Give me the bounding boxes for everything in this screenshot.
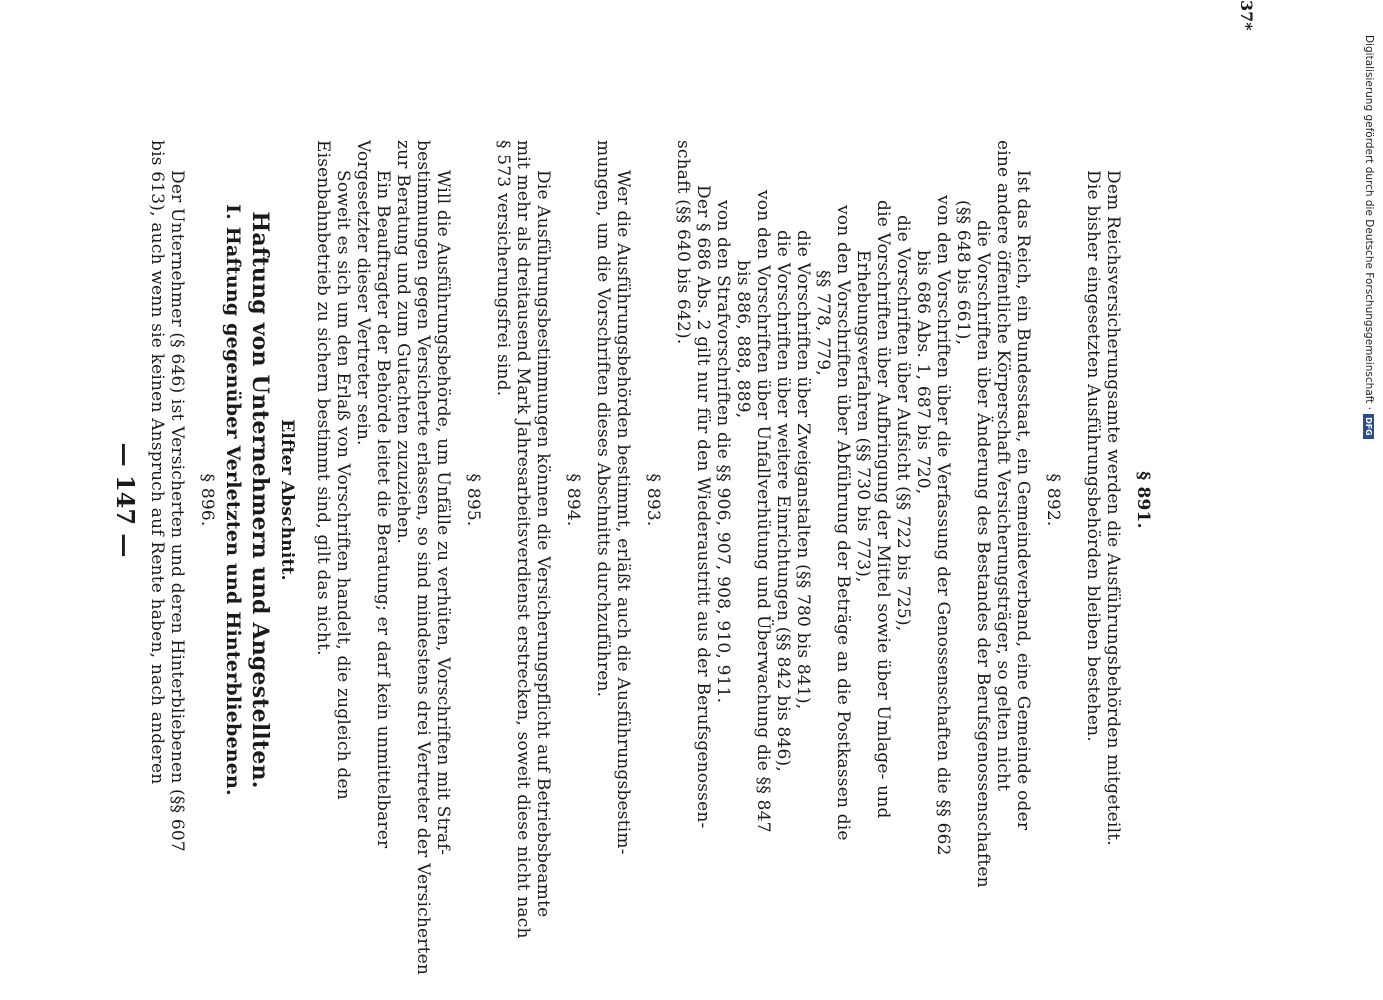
text-line: Haftung von Unternehmern und Angestellten. — [247, 211, 273, 789]
section-heading: § 892. — [1043, 473, 1063, 527]
text-line: Will die Ausführungsbehörde, um Unfälle zu verhüten, Vorschriften mit Straf- — [433, 170, 453, 856]
text-line: Der Unternehmer (§ 646) ist Versicherten und deren Hinterbliebenen (§§ 607 — [167, 170, 187, 852]
text-line: die Vorschriften über Zweiganstalten (§§ 780 bis 841), — [793, 230, 813, 710]
text-line: Eisenbahnbetrieb zu sichern bestimmt sind, gilt das nicht. — [313, 140, 333, 656]
text-line: die Vorschriften über weitere Einrichtungen (§§ 842 bis 846), — [773, 230, 793, 772]
text-line: Ist das Reich, ein Bundesstaat, ein Gemeindeverband, eine Gemeinde oder — [1013, 170, 1033, 831]
text-line: mit mehr als dreitausend Mark Jahresarbeitsverdienst erstrecken, soweit diese nicht nach — [513, 140, 533, 939]
text-line: von den Vorschriften über Abführung der Beträge an die Postkassen die — [833, 205, 853, 841]
dfg-logo: DFG — [1364, 414, 1375, 439]
text-line: bis 886, 888, 889, — [733, 260, 753, 419]
text-line: die Vorschriften über Änderung des Bestandes der Berufsgenossenschaften — [973, 220, 993, 888]
text-line: die Vorschriften über Aufsicht (§§ 722 bis 725), — [893, 215, 913, 632]
text-line: schaft (§§ 640 bis 642). — [673, 140, 693, 345]
text-line: I. Haftung gegenüber Verletzten und Hinterbliebenen. — [222, 204, 244, 796]
text-line: von den Vorschriften über Unfallverhütung und Überwachung die §§ 847 — [753, 190, 773, 833]
text-line: Elfter Abschnitt. — [277, 419, 297, 581]
text-line: Ein Beauftragter der Behörde leitet die Beratung; er darf kein unmittelbarer — [373, 170, 393, 849]
section-heading: § 894. — [563, 473, 583, 527]
text-line: bestimmungen gegen Versicherte erlassen, so sind mindestens drei Vertreter der Versicherten — [413, 140, 433, 976]
text-line: Wer die Ausführungsbehörden bestimmt, erläßt auch die Ausführungsbestim- — [613, 170, 633, 855]
section-heading: § 573 versicherungsfrei sind. — [493, 140, 513, 397]
section-heading: §§ 778, 779, — [813, 270, 833, 376]
text-line: eine andere öffentliche Körperschaft Versicherungsträger, so gelten nicht — [993, 140, 1013, 792]
text-line: von den Vorschriften über die Verfassung der Genossenschaften die §§ 662 — [933, 195, 953, 856]
page-footer-signature: 37* — [1237, 0, 1256, 31]
text-line: Erhebungsverfahren (§§ 730 bis 773), — [853, 250, 873, 583]
text-line: Die Ausführungsbestimmungen können die Versicherungspflicht auf Betriebsbeamte — [533, 170, 553, 918]
text-line: bis 686 Abs. 1, 687 bis 720, — [913, 250, 933, 495]
text-line: mungen, um die Vorschriften dieses Abschnitts durchzuführen. — [593, 140, 613, 698]
text-line: Die bisher eingesetzten Ausführungsbehörden bleiben bestehen. — [1083, 170, 1103, 742]
text-line: die Vorschriften über Aufbringung der Mittel sowie über Umlage- und — [873, 200, 893, 819]
text-line: bis 613), auch wenn sie keinen Anspruch auf Rente haben, nach anderen — [147, 140, 167, 785]
text-line: Soweit es sich um den Erlaß von Vorschriften handelt, die zugleich den — [333, 170, 353, 800]
text-line: (§§ 648 bis 661), — [953, 200, 973, 346]
text-line: zur Beratung und zum Gutachten zuzuziehen. — [393, 140, 413, 545]
section-heading: § 891. — [1133, 471, 1153, 529]
sidebar-note: Digitalisierung gefördert durch die Deutsche Forschungsgemeinschaft · — [1363, 35, 1375, 411]
section-heading: § 895. — [463, 473, 483, 527]
text-line: Dem Reichsversicherungsamte werden die Ausführungsbehörden mitgeteilt. — [1103, 170, 1123, 846]
text-line: Vorgesetzter dieser Vertreter sein. — [353, 140, 373, 446]
text-line: Der § 686 Abs. 2 gilt nur für den Wiederaustritt aus der Berufsgenossen- — [693, 185, 713, 829]
sidebar-credit — [1363, 35, 1375, 439]
text-line: von den Strafvorschriften die §§ 906, 907, 908, 910, 911. — [713, 200, 733, 704]
section-heading: § 896. — [197, 473, 217, 527]
page-number: — 147 — — [111, 442, 140, 558]
section-heading: § 893. — [643, 473, 663, 527]
